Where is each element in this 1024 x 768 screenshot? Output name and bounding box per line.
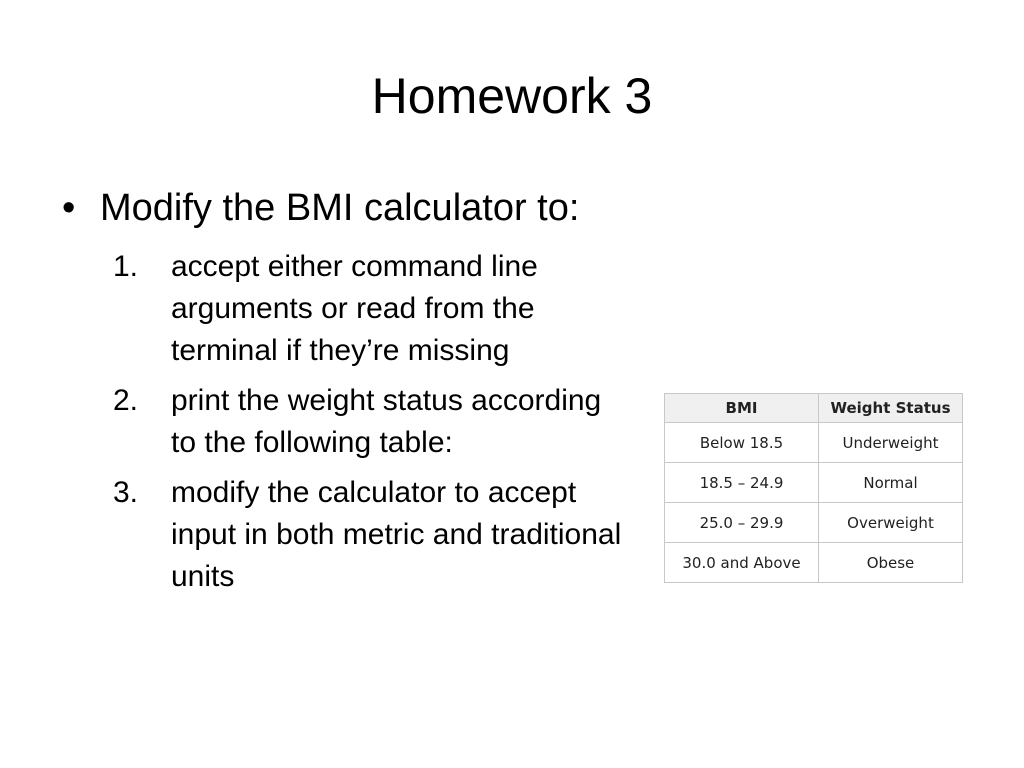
table-cell-status: Overweight	[819, 503, 963, 543]
column-header-weight-status: Weight Status	[819, 394, 963, 423]
table-cell-status: Normal	[819, 463, 963, 503]
step-item	[113, 246, 643, 372]
table-row	[665, 423, 963, 463]
table-cell-status: Obese	[819, 543, 963, 583]
step-number: 3.	[113, 476, 139, 509]
step-text: print the weight status according to the following table:	[171, 384, 602, 459]
step-item	[113, 472, 643, 598]
bullet-dot-icon: •	[62, 187, 76, 229]
bullet-item	[62, 184, 579, 232]
table-cell-bmi: Below 18.5	[665, 423, 819, 463]
step-number: 2.	[113, 384, 139, 417]
table-header-row	[665, 394, 963, 423]
step-number: 1.	[113, 250, 139, 283]
bmi-table	[664, 393, 963, 583]
table-cell-bmi: 30.0 and Above	[665, 543, 819, 583]
table-row	[665, 463, 963, 503]
column-header-bmi: BMI	[665, 394, 819, 423]
table-row	[665, 503, 963, 543]
step-text: accept either command line arguments or read from the terminal if they’re missing	[171, 250, 538, 367]
slide-title: Homework 3	[371, 68, 653, 124]
step-text: modify the calculator to accept input in both metric and traditional units	[171, 476, 622, 593]
table-cell-bmi: 25.0 – 29.9	[665, 503, 819, 543]
steps-list	[113, 246, 643, 606]
bullet-text: Modify the BMI calculator to:	[100, 187, 580, 229]
table-cell-status: Underweight	[819, 423, 963, 463]
step-item	[113, 380, 643, 464]
table-row	[665, 543, 963, 583]
table-cell-bmi: 18.5 – 24.9	[665, 463, 819, 503]
